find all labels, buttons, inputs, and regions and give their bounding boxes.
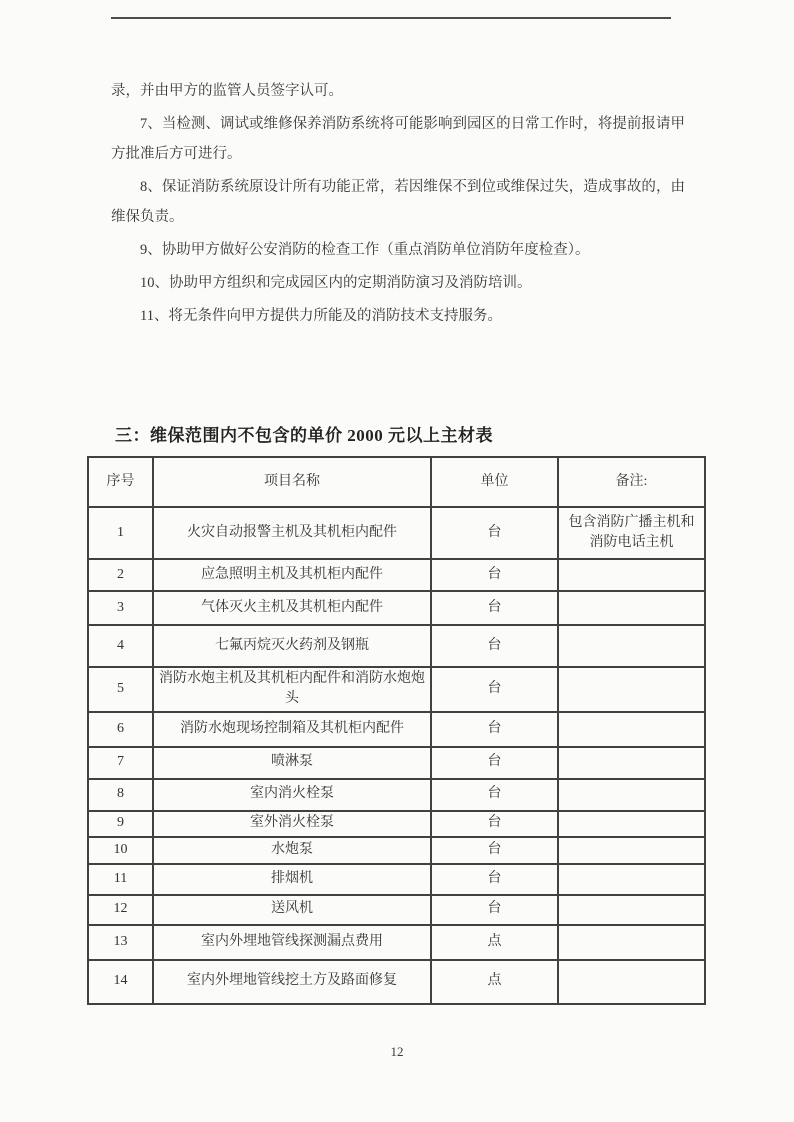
- cell-unit: 点: [431, 925, 558, 960]
- cell-remark: [558, 591, 705, 625]
- table-header-row: [88, 457, 705, 507]
- cell-no: 6: [88, 712, 153, 747]
- cell-name: 消防水炮主机及其机柜内配件和消防水炮炮头: [153, 667, 431, 712]
- cell-remark: [558, 925, 705, 960]
- cell-name: 消防水炮现场控制箱及其机柜内配件: [153, 712, 431, 747]
- table-row: [88, 837, 705, 864]
- cell-name: 喷淋泵: [153, 747, 431, 779]
- table-row: [88, 895, 705, 925]
- table-row: [88, 667, 705, 712]
- table-row: [88, 811, 705, 837]
- table-row: [88, 591, 705, 625]
- col-header-no: 序号: [88, 457, 153, 507]
- table-row: [88, 625, 705, 667]
- cell-no: 7: [88, 747, 153, 779]
- cell-no: 11: [88, 864, 153, 895]
- table-row: [88, 507, 705, 559]
- cell-unit: 台: [431, 667, 558, 712]
- cell-unit: 台: [431, 895, 558, 925]
- cell-unit: 台: [431, 779, 558, 811]
- cell-name: 室外消火栓泵: [153, 811, 431, 837]
- cell-no: 2: [88, 559, 153, 591]
- clause-7: 7、当检测、调试或维修保养消防系统将可能影响到园区的日常工作时，将提前报请甲方批准后方可进行。: [111, 116, 685, 162]
- clause-8: 8、保证消防系统原设计所有功能正常，若因维保不到位或维保过失，造成事故的，由维保负责。: [111, 179, 685, 225]
- clause-continuation: 录，并由甲方的监管人员签字认可。: [111, 83, 343, 99]
- cell-remark: [558, 811, 705, 837]
- clause-9: 9、协助甲方做好公安消防的检查工作（重点消防单位消防年度检查）。: [140, 242, 590, 258]
- cell-remark: [558, 667, 705, 712]
- clause-11: 11、将无条件向甲方提供力所能及的消防技术支持服务。: [140, 308, 502, 324]
- table-row: [88, 712, 705, 747]
- table-row: [88, 925, 705, 960]
- page-number: 12: [390, 1044, 404, 1059]
- cell-no: 12: [88, 895, 153, 925]
- cell-name: 应急照明主机及其机柜内配件: [153, 559, 431, 591]
- cell-name: 气体灭火主机及其机柜内配件: [153, 591, 431, 625]
- cell-no: 8: [88, 779, 153, 811]
- cell-name: 室内消火栓泵: [153, 779, 431, 811]
- col-header-name: 项目名称: [153, 457, 431, 507]
- cell-unit: 台: [431, 811, 558, 837]
- cell-remark: [558, 747, 705, 779]
- cell-no: 3: [88, 591, 153, 625]
- cell-unit: 台: [431, 837, 558, 864]
- cell-remark: [558, 864, 705, 895]
- cell-unit: 台: [431, 712, 558, 747]
- materials-table: [87, 456, 706, 1005]
- cell-name: 室内外埋地管线探测漏点费用: [153, 925, 431, 960]
- table-row: [88, 864, 705, 895]
- table-row: [88, 559, 705, 591]
- cell-remark: 包含消防广播主机和消防电话主机: [558, 507, 705, 559]
- cell-unit: 点: [431, 960, 558, 1004]
- col-header-remark: 备注:: [558, 457, 705, 507]
- cell-name: 水炮泵: [153, 837, 431, 864]
- cell-name: 室内外埋地管线挖土方及路面修复: [153, 960, 431, 1004]
- cell-remark: [558, 960, 705, 1004]
- cell-remark: [558, 625, 705, 667]
- col-header-unit: 单位: [431, 457, 558, 507]
- cell-unit: 台: [431, 507, 558, 559]
- cell-remark: [558, 779, 705, 811]
- clause-text-block: [111, 76, 685, 334]
- cell-unit: 台: [431, 591, 558, 625]
- cell-unit: 台: [431, 747, 558, 779]
- table-row: [88, 747, 705, 779]
- cell-no: 4: [88, 625, 153, 667]
- cell-no: 5: [88, 667, 153, 712]
- clause-10: 10、协助甲方组织和完成园区内的定期消防演习及消防培训。: [140, 275, 532, 291]
- cell-name: 送风机: [153, 895, 431, 925]
- cell-unit: 台: [431, 559, 558, 591]
- cell-no: 1: [88, 507, 153, 559]
- cell-no: 10: [88, 837, 153, 864]
- header-rule-divider: [111, 17, 671, 19]
- cell-unit: 台: [431, 625, 558, 667]
- cell-name: 火灾自动报警主机及其机柜内配件: [153, 507, 431, 559]
- cell-remark: [558, 712, 705, 747]
- table-row: [88, 960, 705, 1004]
- cell-remark: [558, 559, 705, 591]
- cell-no: 14: [88, 960, 153, 1004]
- cell-no: 9: [88, 811, 153, 837]
- cell-remark: [558, 895, 705, 925]
- cell-name: 排烟机: [153, 864, 431, 895]
- section-heading: 三：维保范围内不包含的单价 2000 元以上主材表: [115, 426, 493, 445]
- cell-unit: 台: [431, 864, 558, 895]
- cell-no: 13: [88, 925, 153, 960]
- cell-name: 七氟丙烷灭火药剂及钢瓶: [153, 625, 431, 667]
- table-row: [88, 779, 705, 811]
- cell-remark: [558, 837, 705, 864]
